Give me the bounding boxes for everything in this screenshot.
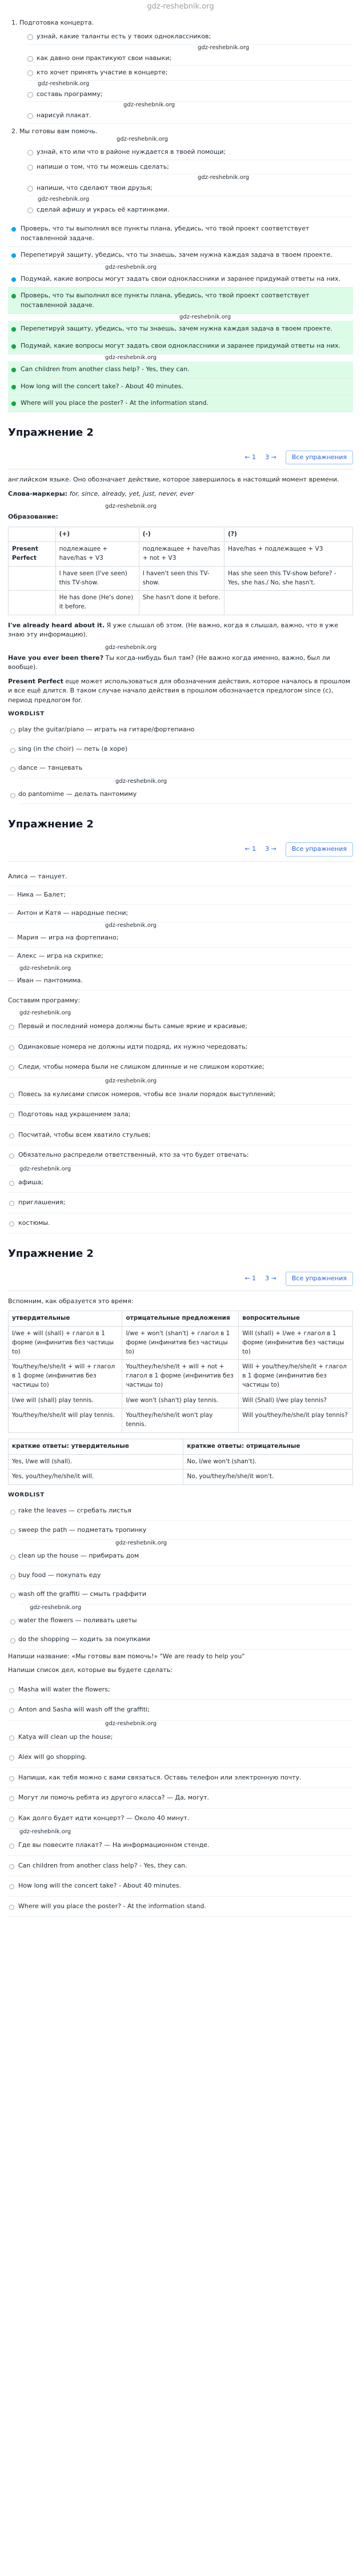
list-item: dance — танцевать bbox=[18, 759, 353, 778]
exercise-pager bbox=[8, 445, 353, 470]
table-header-cell: (-) bbox=[139, 527, 224, 542]
list-item: Masha will water the flowers; bbox=[8, 1680, 353, 1701]
list-item: костюмы. bbox=[8, 1213, 353, 1234]
table-cell: You/they/he/she/it + will + глагол в 1 форме (инфинитив без частицы to) bbox=[9, 1360, 122, 1393]
table-cell: You/they/he/she/it will play tennis. bbox=[9, 1408, 122, 1433]
all-exercises-button[interactable]: Все упражнения bbox=[286, 1272, 353, 1286]
exercise-pager bbox=[8, 1266, 353, 1291]
table-cell: I/we + will (shall) + глагол в 1 форме (инфинитив без частицы to) bbox=[9, 1327, 122, 1360]
future-intro: Вспомним, как образуется это время: bbox=[8, 1297, 134, 1305]
markers-line bbox=[8, 489, 353, 499]
exercise-pager bbox=[8, 837, 353, 862]
prev-exercise-link[interactable]: ← 1 bbox=[244, 845, 256, 853]
list-item: Могут ли помочь ребята из другого класса? — Да, могут. bbox=[8, 1788, 353, 1809]
table-cell: No, I/we won't (shan't). bbox=[183, 1454, 353, 1470]
markers-words: for, since, already, yet, just, never, ever bbox=[67, 489, 194, 497]
table-row bbox=[9, 591, 353, 615]
wordlist-label: WORDLIST bbox=[8, 711, 45, 718]
grammar-intro: английском языке. Оно обозначает действие, которое завершилось в настоящий момент времени. bbox=[8, 476, 339, 483]
watermark: gdz-reshebnik.org bbox=[105, 264, 157, 270]
list-item: water the flowers — поливать цветы bbox=[18, 1611, 353, 1631]
example-2 bbox=[8, 654, 353, 672]
next-exercise-link[interactable]: 3 → bbox=[265, 845, 276, 853]
table-cell: She hasn't done it before. bbox=[139, 591, 224, 615]
list-item: — Иван — пантомима. bbox=[8, 972, 353, 990]
table-cell: I have seen (I've seen) this TV-show. bbox=[55, 566, 139, 591]
table-row bbox=[9, 1360, 353, 1393]
check-item: Проверь, что ты выполнил все пункты плана, убедись, что твой проект соответствует поставленной задаче. bbox=[8, 221, 353, 247]
exercise-heading: Упражнение 2 bbox=[8, 818, 94, 831]
program-intro: Составим программу: bbox=[8, 996, 81, 1004]
list-item: Подготовь над украшением зала; bbox=[8, 1105, 353, 1125]
table-row bbox=[9, 1470, 353, 1485]
watermark: gdz-reshebnik.org bbox=[38, 80, 90, 87]
list-item: clean up the house — прибирать дом bbox=[18, 1547, 353, 1566]
list-item: нарисуй плакат. bbox=[26, 109, 353, 124]
tasks-intro: Напиши список дел, которые вы будете сделать: bbox=[8, 1666, 173, 1674]
table-header-cell: (?) bbox=[224, 527, 353, 542]
formation-label: Образование: bbox=[8, 513, 58, 520]
step-1-list bbox=[19, 30, 353, 124]
all-exercises-button[interactable]: Все упражнения bbox=[286, 842, 353, 857]
list-item: напиши, что сделают твои друзья; bbox=[26, 181, 353, 196]
table-cell: Have/has + подлежащее + V3 bbox=[224, 542, 353, 567]
list-item: Повесь за кулисами список номеров, чтобы все знали порядок выступлений; bbox=[8, 1085, 353, 1105]
table-row bbox=[9, 542, 353, 567]
list-item: do the shopping — ходить за покупками bbox=[18, 1630, 353, 1650]
watermark: gdz-reshebnik.org bbox=[19, 1165, 71, 1172]
watermark: gdz-reshebnik.org bbox=[105, 922, 157, 929]
markers-label: Слова-маркеры: bbox=[8, 489, 68, 497]
list-item: Следи, чтобы номера были не слишком длинные и не слишком короткие; bbox=[8, 1057, 353, 1078]
list-item: sing (in the choir) — петь (в хоре) bbox=[18, 740, 353, 759]
check-item-highlighted: How long will the concert take? - About 40 minutes. bbox=[8, 379, 353, 396]
list-item: How long will the concert take? - About 40 minutes. bbox=[8, 1876, 353, 1897]
table-cell bbox=[9, 591, 56, 615]
list-item: Посчитай, чтобы всем хватило стульев; bbox=[8, 1125, 353, 1146]
table-cell: Yes, you/they/he/she/it will. bbox=[9, 1470, 183, 1485]
watermark: gdz-reshebnik.org bbox=[38, 196, 90, 202]
watermark: gdz-reshebnik.org bbox=[105, 644, 157, 651]
list-item: Katya will clean up the house; bbox=[8, 1727, 353, 1748]
poster-intro: Напиши название: «Мы готовы вам помочь!» "We are ready to help you" bbox=[8, 1652, 245, 1660]
list-item: приглашения; bbox=[8, 1193, 353, 1213]
table-cell: подлежащее + have/has + V3 bbox=[55, 542, 139, 567]
example-2-en: Have you ever been there? bbox=[8, 654, 104, 662]
qa-list bbox=[8, 1768, 353, 1917]
example-2-ru: Ты когда-нибудь был там? (Не важно когда именно, важно, был ли вообще). bbox=[8, 654, 330, 671]
watermark: gdz-reshebnik.org bbox=[179, 314, 231, 320]
check-item-highlighted: Where will you place the poster? - At the information stand. bbox=[8, 395, 353, 412]
list-item: Can children from another class help? - Yes, they can. bbox=[8, 1856, 353, 1877]
prev-exercise-link[interactable]: ← 1 bbox=[244, 1275, 256, 1283]
table-header-cell: краткие ответы: отрицательные bbox=[183, 1439, 353, 1454]
site-logo[interactable]: gdz-reshebnik.org bbox=[147, 2, 214, 11]
table-cell: You/they/he/she/it + will + not + глагол в 1 форме (инфинитив без частицы to) bbox=[122, 1360, 239, 1393]
list-item: — Антон и Катя — народные песни; bbox=[8, 905, 353, 923]
table-cell: No, you/they/he/she/it won't. bbox=[183, 1470, 353, 1485]
step-1-title: Подготовка концерта. bbox=[19, 18, 94, 26]
watermark: gdz-reshebnik.org bbox=[115, 778, 167, 785]
table-cell: Has she seen this TV-show before? - Yes, she has./ No, she hasn't. bbox=[224, 566, 353, 591]
table-cell: I haven't seen this TV-show. bbox=[139, 566, 224, 591]
table-cell: You/they/he/she/it won't play tennis. bbox=[122, 1408, 239, 1433]
table-cell: Present Perfect bbox=[9, 542, 56, 567]
table-cell: Will (shall) + I/we + глагол в 1 форме (инфинитив без частицы to) bbox=[239, 1327, 353, 1360]
table-header-cell bbox=[9, 527, 56, 542]
list-item: do pantomime — делать пантомиму bbox=[18, 785, 353, 805]
watermark: gdz-reshebnik.org bbox=[198, 174, 250, 181]
tasks-list bbox=[8, 1680, 353, 1768]
step-1 bbox=[19, 18, 353, 124]
list-item: Where will you place the poster? - At the information stand. bbox=[8, 1897, 353, 1917]
table-cell: Yes, I/we will (shall). bbox=[9, 1454, 183, 1470]
list-item: Обязательно распредели ответственный, кто за что будет отвечать: bbox=[8, 1145, 353, 1166]
watermark: gdz-reshebnik.org bbox=[105, 355, 157, 361]
check-item-highlighted: Перепетируй защиту, убедись, что ты знаешь, зачем нужна каждая задача в твоем проекте. bbox=[8, 321, 353, 338]
example-1-ru: Я уже слышал об этом. (Не важно, когда я слышал, важно, что я уже знаю эту информацию). bbox=[8, 621, 339, 639]
table-header-cell: (+) bbox=[55, 527, 139, 542]
list-item: rake the leaves — сгребать листья bbox=[18, 1502, 353, 1521]
table-row bbox=[9, 1454, 353, 1470]
list-item: составь программу; bbox=[26, 87, 353, 102]
list-item: сделай афишу и укрась её картинками. bbox=[26, 203, 353, 218]
performers-list bbox=[8, 886, 353, 990]
step-2 bbox=[19, 127, 353, 218]
check-item: Перепетируй защиту, убедись, что ты знаешь, зачем нужна каждая задача в твоем проекте. bbox=[8, 247, 353, 264]
list-item: Напиши, как тебя можно с вами связаться. Оставь телефон или электронную почту. bbox=[8, 1768, 353, 1789]
list-item: Первый и последний номера должны быть самые яркие и красивые; bbox=[8, 1017, 353, 1037]
table-header-cell: вопросительные bbox=[239, 1311, 353, 1327]
step-2-list bbox=[19, 145, 353, 217]
table-cell: подлежащее + have/has + not + V3 bbox=[139, 542, 224, 567]
watermark: gdz-reshebnik.org bbox=[115, 1540, 167, 1546]
table-cell: I/we will (shall) play tennis. bbox=[9, 1393, 122, 1408]
check-item-highlighted: Проверь, что ты выполнил все пункты плана, убедись, что твой проект соответствует поставленной задаче. bbox=[8, 288, 353, 314]
table-cell: I/we + won't (shan't) + глагол в 1 форме (инфинитив без частицы to) bbox=[122, 1327, 239, 1360]
table-cell: Will you/they/he/she/it play tennis? bbox=[239, 1408, 353, 1433]
table-header-row bbox=[9, 1311, 353, 1327]
table-cell: He has done (He's done) it before. bbox=[55, 591, 139, 615]
present-perfect-table bbox=[8, 527, 353, 615]
watermark: gdz-reshebnik.org bbox=[117, 136, 169, 142]
list-item: как давно они практикуют свои навыки; bbox=[26, 51, 353, 66]
table-row bbox=[9, 1393, 353, 1408]
table-header-cell: утвердительные bbox=[9, 1311, 122, 1327]
watermark: gdz-reshebnik.org bbox=[19, 1829, 71, 1835]
step-2-title: Мы готовы вам помочь. bbox=[19, 127, 98, 135]
watermark: gdz-reshebnik.org bbox=[105, 503, 157, 509]
watermark: gdz-reshebnik.org bbox=[105, 1077, 157, 1084]
final-checklist bbox=[8, 221, 353, 412]
check-item: Подумай, какие вопросы могут задать свои одноклассники и заранее придумай ответы на них. bbox=[8, 271, 353, 288]
list-item: Одинаковые номера не должны идти подряд, их нужно чередовать; bbox=[8, 1037, 353, 1058]
list-item: play the guitar/piano — играть на гитаре/фортепиано bbox=[18, 720, 353, 740]
prev-exercise-link[interactable]: ← 1 bbox=[244, 453, 256, 461]
list-item: напиши о том, что ты можешь сделать; bbox=[26, 160, 353, 175]
all-exercises-button[interactable]: Все упражнения bbox=[286, 451, 353, 465]
next-exercise-link[interactable]: 3 → bbox=[265, 453, 276, 461]
watermark: gdz-reshebnik.org bbox=[19, 1010, 71, 1017]
table-header-cell: отрицательные предложения bbox=[122, 1311, 239, 1327]
list-item: узнай, какие таланты есть у твоих одноклассников; bbox=[26, 30, 353, 45]
future-simple-table bbox=[8, 1311, 353, 1433]
list-item: афиша; bbox=[8, 1173, 353, 1193]
watermark: gdz-reshebnik.org bbox=[105, 1720, 157, 1727]
list-item: sweep the path — подметать тропинку bbox=[18, 1521, 353, 1540]
watermark: gdz-reshebnik.org bbox=[30, 1604, 82, 1611]
table-row bbox=[9, 1408, 353, 1433]
list-item: Alex will go shopping. bbox=[8, 1747, 353, 1768]
table-header-row bbox=[9, 1439, 353, 1454]
exercise-heading: Упражнение 2 bbox=[8, 1248, 94, 1260]
list-item: Где вы повесите плакат? — На информационном стенде. bbox=[8, 1836, 353, 1856]
list-item: Алиса — танцует. bbox=[8, 867, 353, 887]
table-cell: Will + you/they/he/she/it + глагол в 1 форме (инфинитив без частицы to) bbox=[239, 1360, 353, 1393]
present-perfect-text: еще может использоваться для обозначения действия, которое началось в прошлом и все ещё длится. В таком случае начало действия в прошлом обозначается предлогом since (с), период предлогом for. bbox=[8, 677, 351, 704]
table-header-cell: краткие ответы: утвердительные bbox=[9, 1439, 183, 1454]
watermark: gdz-reshebnik.org bbox=[19, 965, 71, 972]
list-item: Как долго будет идти концерт? — Около 40 минут. bbox=[8, 1809, 353, 1829]
list-item: узнай, кто или что в районе нуждается в твоей помощи; bbox=[26, 145, 353, 160]
wordlist bbox=[8, 720, 353, 804]
list-item: — Алекс — игра на скрипке; bbox=[8, 947, 353, 966]
list-item: buy food — покупать еду bbox=[18, 1566, 353, 1586]
present-perfect-note bbox=[8, 677, 353, 706]
program-list bbox=[8, 1017, 353, 1233]
table-cell bbox=[224, 591, 353, 615]
list-item: wash off the graffiti — смыть граффити bbox=[18, 1585, 353, 1604]
table-cell: I/we won't (shan't) play tennis. bbox=[122, 1393, 239, 1408]
project-steps bbox=[8, 18, 353, 218]
table-header-row bbox=[9, 527, 353, 542]
list-item: кто хочет принять участие в концерте; bbox=[26, 66, 353, 81]
next-exercise-link[interactable]: 3 → bbox=[265, 1275, 276, 1283]
table-row bbox=[9, 1327, 353, 1360]
table-cell: Will (Shall) I/we play tennis? bbox=[239, 1393, 353, 1408]
watermark: gdz-reshebnik.org bbox=[198, 44, 250, 51]
example-1-en: I've already heard about it. bbox=[8, 621, 105, 629]
list-item: — Ника — Балет; bbox=[8, 886, 353, 905]
list-item: Anton and Sasha will wash off the graffiti; bbox=[8, 1700, 353, 1721]
table-cell bbox=[9, 566, 56, 591]
wordlist bbox=[8, 1502, 353, 1650]
check-item-highlighted: Подумай, какие вопросы могут задать свои одноклассники и заранее придумай ответы на них. bbox=[8, 338, 353, 355]
short-answers-table bbox=[8, 1439, 353, 1485]
watermark: gdz-reshebnik.org bbox=[123, 102, 175, 108]
list-item: — Мария — игра на фортепиано; bbox=[8, 929, 353, 947]
wordlist-label: WORDLIST bbox=[8, 1492, 45, 1498]
example-1 bbox=[8, 621, 353, 640]
table-row bbox=[9, 566, 353, 591]
check-item-highlighted: Can children from another class help? - Yes, they can. bbox=[8, 361, 353, 379]
present-perfect-label: Present Perfect bbox=[8, 677, 63, 685]
exercise-heading: Упражнение 2 bbox=[8, 426, 94, 439]
